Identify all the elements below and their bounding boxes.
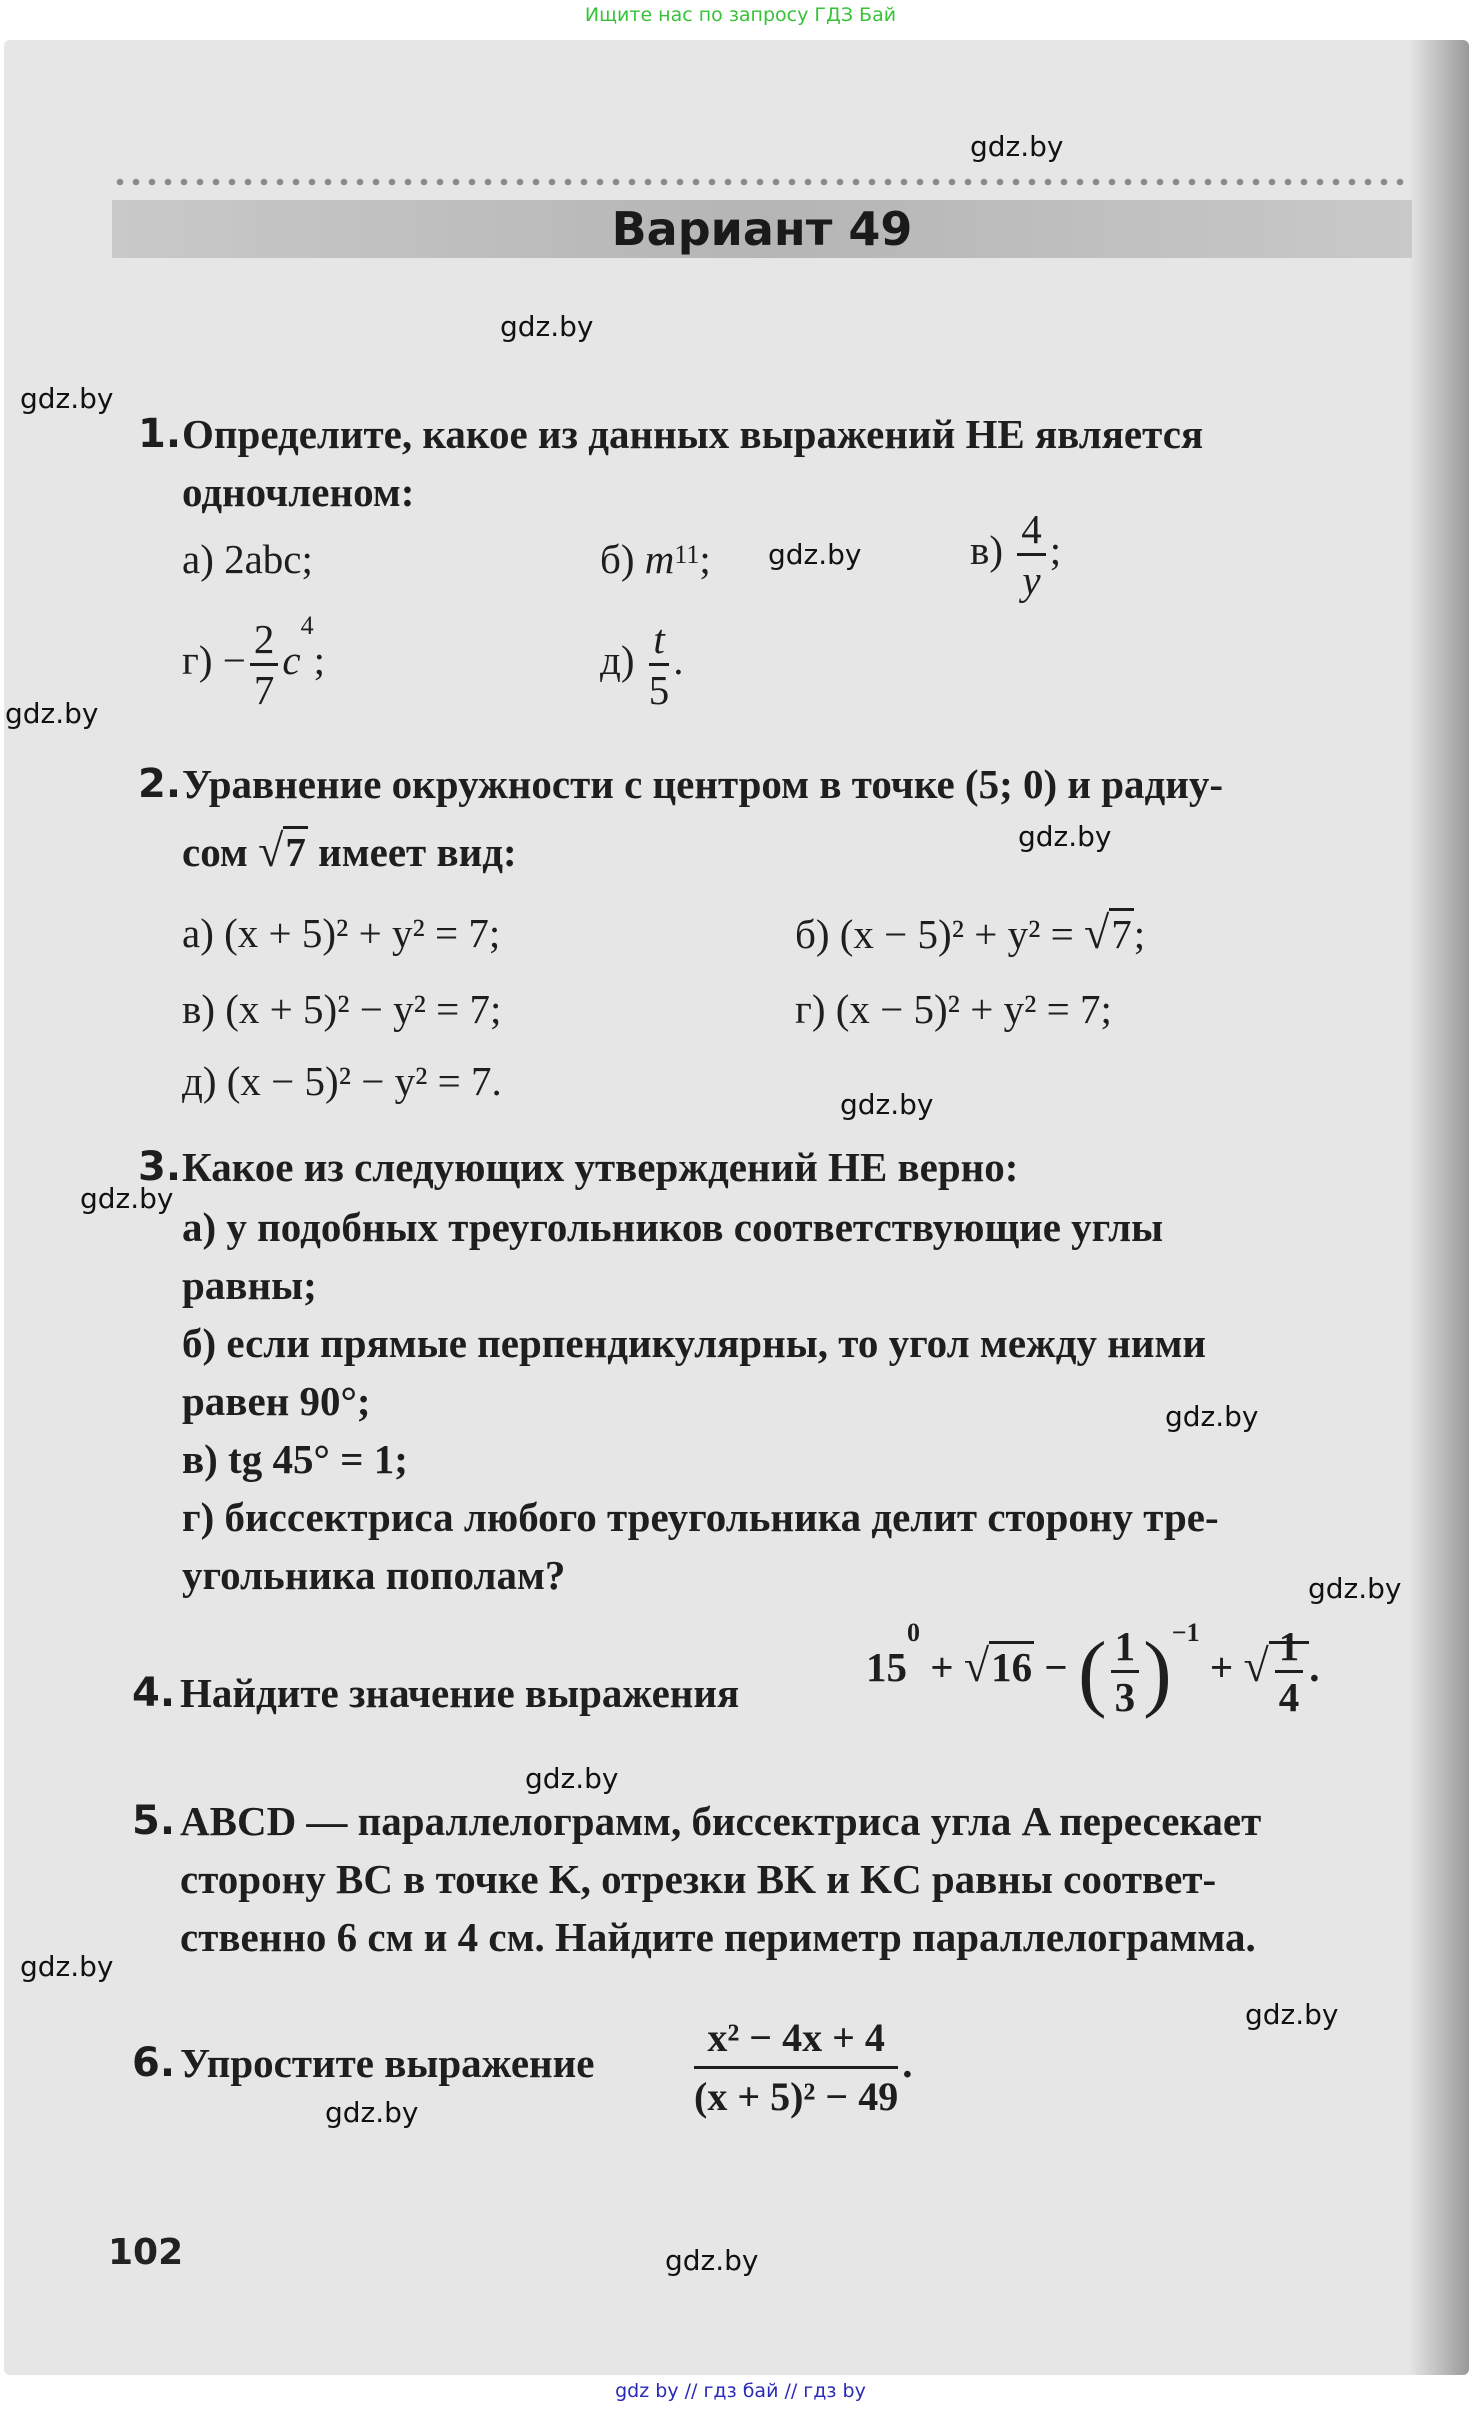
watermark: gdz.by: [500, 310, 594, 343]
q1-option-e: д) $\frac{t}{5}$ .: [600, 616, 684, 713]
q3-option-c: в) tg 45° = 1;: [182, 1436, 408, 1482]
q6-fraction: $\frac{\text{x² − 4x + 4}}{\text{(x + 5)² − 49}}$ .: [690, 2010, 912, 2125]
q5-number: 5.: [132, 1798, 176, 1844]
banner-link[interactable]: Ищите нас по запросу ГДЗ Бай: [584, 4, 897, 26]
dotted-rule: [112, 178, 1412, 186]
top-banner: [0, 0, 1481, 36]
watermark: gdz.by: [768, 538, 862, 571]
q5-line2: сторону BC в точке K, отрезки BK и KC равны соответ-: [180, 1856, 1217, 1902]
q2-text-line2: сом √7 имеет вид:: [182, 825, 517, 876]
q2-option-a: а) (x + 5)² + y² = 7;: [182, 910, 501, 956]
watermark: gdz.by: [1018, 820, 1112, 853]
q1-option-a: а) 2abc;: [182, 536, 313, 582]
q2-text-line1: Уравнение окружности с центром в точке (5; 0) и радиу-: [182, 761, 1224, 807]
q5-line1: ABCD — параллелограмм, биссектриса угла A пересекает: [180, 1798, 1262, 1844]
q1-option-d: г) − $\frac{2}{7}$ $c^4$;: [182, 611, 325, 713]
watermark: gdz.by: [20, 1950, 114, 1983]
footer-links[interactable]: gdz by // гдз бай // гдз by: [615, 2380, 866, 2402]
q3-option-b-line2: равен 90°;: [182, 1378, 371, 1424]
q4-expression: $15^0 + √16$ − ( $\frac{1}{3}$ )$^{-1}$ + √ $\frac{1}{4}$ .: [866, 1618, 1320, 1720]
q4-number: 4.: [132, 1670, 176, 1716]
q6-text: Упростите выражение: [180, 2040, 595, 2086]
watermark: gdz.by: [1245, 1998, 1339, 2031]
watermark: gdz.by: [20, 382, 114, 415]
q3-number: 3.: [138, 1144, 182, 1190]
q5-line3: ственно 6 см и 4 см. Найдите периметр параллелограмма.: [180, 1914, 1256, 1960]
watermark: gdz.by: [1165, 1400, 1259, 1433]
q3-option-d-line2: угольника пополам?: [182, 1552, 566, 1598]
watermark: gdz.by: [325, 2096, 419, 2129]
q2-option-b: б) (x − 5)² + y² = √7;: [795, 907, 1146, 958]
page-title: Вариант 49: [611, 202, 913, 256]
watermark: gdz.by: [525, 1762, 619, 1795]
watermark: gdz.by: [1308, 1572, 1402, 1605]
q6-number: 6.: [132, 2040, 176, 2086]
q1-text-line1: Определите, какое из данных выражений НЕ является: [182, 411, 1204, 457]
q2-number: 2.: [138, 761, 182, 807]
q2-option-d: г) (x − 5)² + y² = 7;: [795, 986, 1112, 1032]
q1-number: 1.: [138, 411, 182, 457]
watermark: gdz.by: [970, 130, 1064, 163]
q1-text-line2: одночленом:: [182, 469, 415, 515]
q3-text: Какое из следующих утверждений НЕ верно:: [182, 1144, 1019, 1190]
page-number: 102: [108, 2232, 184, 2273]
q2-option-c: в) (x + 5)² − y² = 7;: [182, 986, 502, 1032]
q1-option-b: б) $m^{11}$;: [600, 536, 711, 582]
q3-option-b-line1: б) если прямые перпендикулярны, то угол между ними: [182, 1320, 1207, 1366]
q4-text: Найдите значение выражения: [180, 1670, 740, 1716]
q3-option-a-line2: равны;: [182, 1262, 317, 1308]
q1-option-c: в) $\frac{4}{y}$ ;: [970, 506, 1062, 603]
watermark: gdz.by: [80, 1182, 174, 1215]
q3-option-d-line1: г) биссектриса любого треугольника делит сторону тре-: [182, 1494, 1219, 1540]
watermark: gdz.by: [5, 697, 99, 730]
watermark: gdz.by: [665, 2244, 759, 2277]
watermark: gdz.by: [840, 1088, 934, 1121]
q3-option-a-line1: а) у подобных треугольников соответствующие углы: [182, 1204, 1164, 1250]
q2-option-e: д) (x − 5)² − y² = 7.: [182, 1058, 502, 1104]
